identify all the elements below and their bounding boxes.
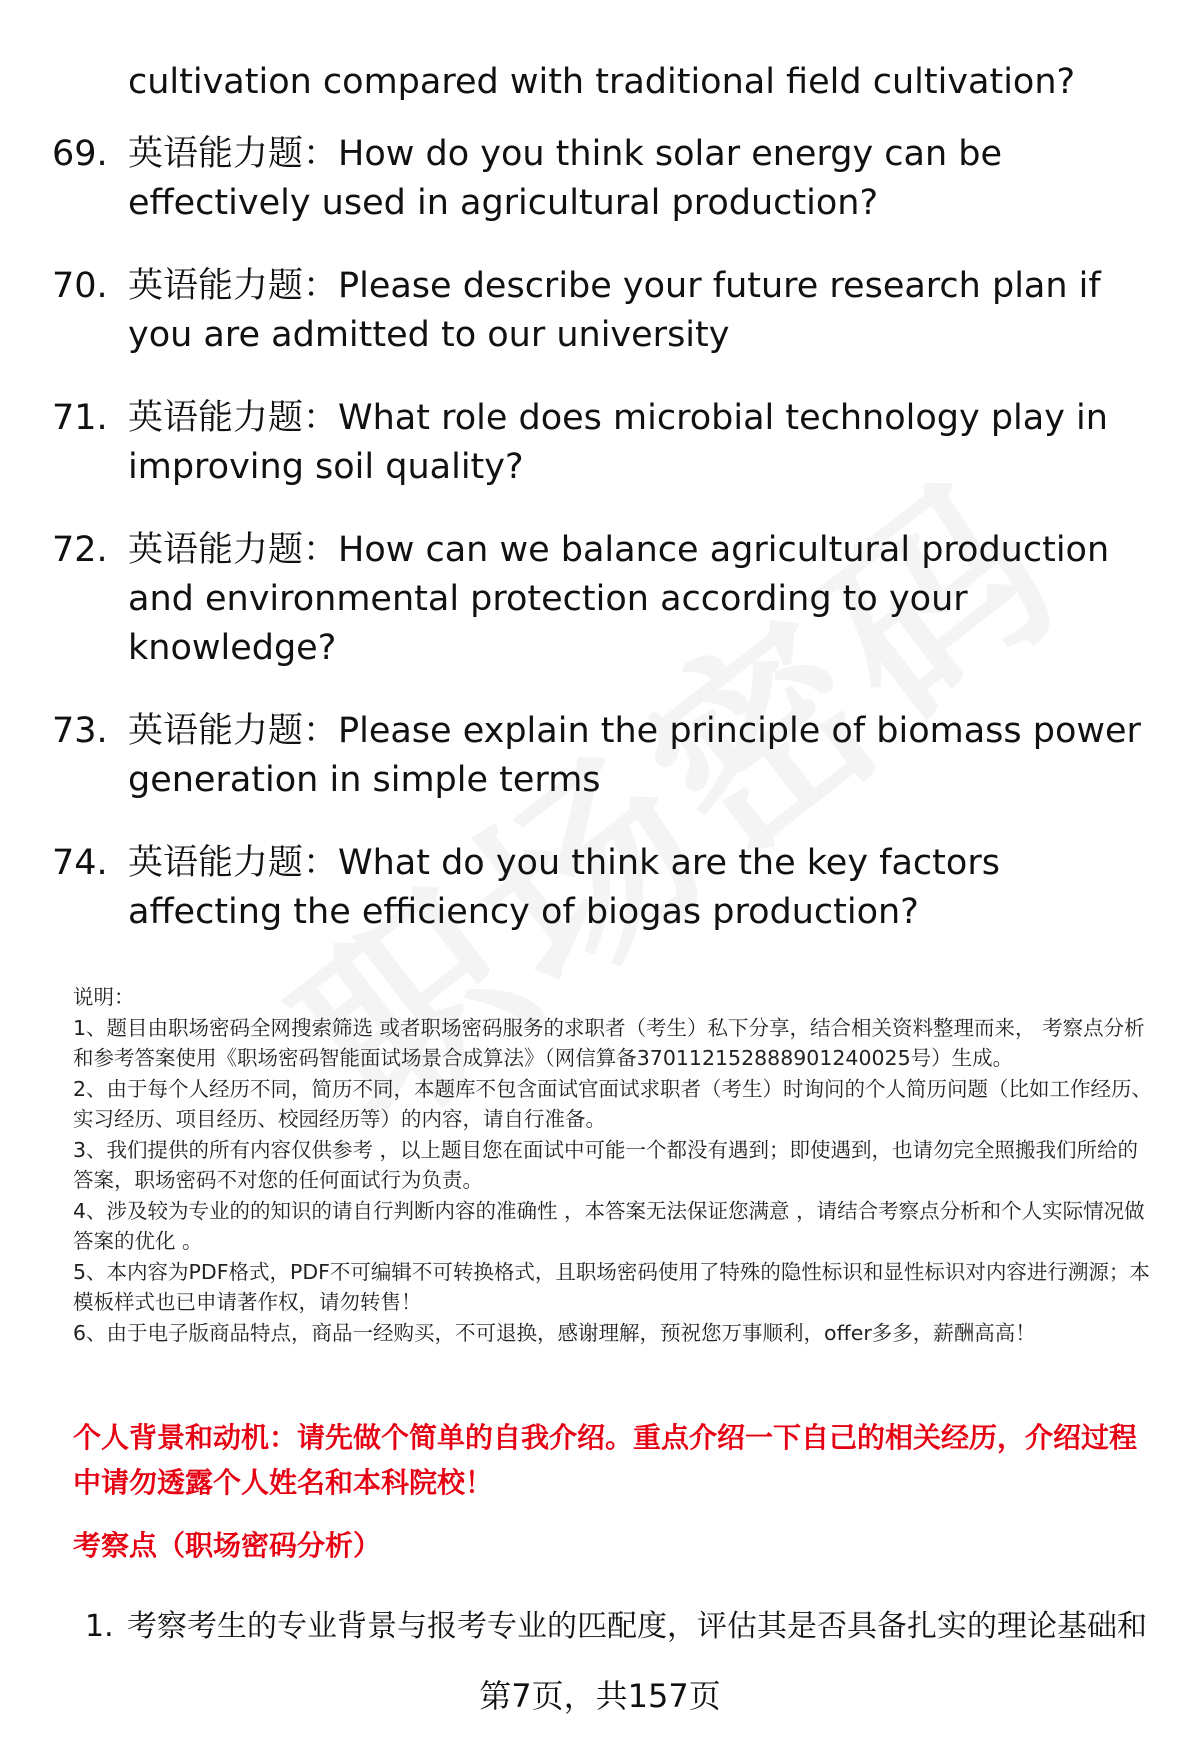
question-item	[52, 394, 1162, 492]
question-item	[52, 130, 1162, 228]
note-line: 6、由于电子版商品特点，商品一经购买，不可退换，感谢理解，预祝您万事顺利，offer多多，薪酬高高！	[73, 1320, 1036, 1345]
question-text: 英语能力题：What do you think are the key factors affecting the efficiency of biogas production?	[128, 843, 1000, 932]
notes-section	[73, 982, 1158, 1348]
question-item	[52, 526, 1162, 673]
question-number: 74.	[52, 843, 108, 883]
note-line: 5、本内容为PDF格式，PDF不可编辑不可转换格式，且职场密码使用了特殊的隐性标识和显性标识对内容进行溯源；本模板样式也已申请著作权，请勿转售！	[73, 1259, 1150, 1314]
question-continuation: cultivation compared with traditional field cultivation?	[128, 62, 1076, 102]
question-text: 英语能力题：What role does microbial technology play in improving soil quality?	[128, 398, 1108, 487]
section-question: 个人背景和动机：请先做个简单的自我介绍。重点介绍一下自己的相关经历，介绍过程中请勿透露个人姓名和本科院校！	[73, 1421, 1138, 1499]
point-text: 考察考生的专业背景与报考专业的匹配度，评估其是否具备扎实的理论基础和	[127, 1609, 1147, 1644]
question-text: 英语能力题：Please describe your future research plan if you are admitted to our university	[128, 266, 1101, 355]
question-item	[52, 839, 1162, 937]
question-number: 73.	[52, 711, 108, 751]
notes-title: 说明：	[73, 985, 135, 1009]
question-item	[52, 262, 1162, 360]
section-heading: 考察点（职场密码分析）	[73, 1529, 382, 1562]
question-number: 69.	[52, 134, 108, 174]
point-number: 1.	[85, 1609, 114, 1644]
question-text: 英语能力题：How can we balance agricultural production and environmental protection according to your knowledge?	[128, 530, 1110, 668]
point-item	[85, 1605, 1165, 1649]
question-text: 英语能力题：Please explain the principle of biomass power generation in simple terms	[128, 711, 1141, 800]
question-text: 英语能力题：How do you think solar energy can be effectively used in agricultural production?	[128, 134, 1003, 223]
question-number: 70.	[52, 266, 108, 306]
page-footer: 第7页，共157页	[479, 1677, 721, 1715]
note-line: 3、我们提供的所有内容仅供参考 ，以上题目您在面试中可能一个都没有遇到；即使遇到，也请勿完全照搬我们所给的答案，职场密码不对您的任何面试行为负责。	[73, 1137, 1139, 1192]
question-number: 72.	[52, 530, 108, 570]
question-item	[52, 707, 1162, 805]
note-line: 4、涉及较为专业的的知识的请自行判断内容的准确性 ，本答案无法保证您满意 ，请结合考察点分析和个人实际情况做答案的优化 。	[73, 1198, 1145, 1253]
question-list	[52, 58, 1162, 971]
note-line: 2、由于每个人经历不同，简历不同，本题库不包含面试官面试求职者（考生）时询问的个人简历问题（比如工作经历、实习经历、项目经历、校园经历等）的内容，请自行准备。	[73, 1076, 1153, 1131]
note-line: 1、题目由职场密码全网搜索筛选 或者职场密码服务的求职者（考生）私下分享，结合相关资料整理而来， 考察点分析和参考答案使用《职场密码智能面试场景合成算法》（网信算备370112152888901240025号）生成。	[73, 1015, 1145, 1070]
question-number: 71.	[52, 398, 108, 438]
